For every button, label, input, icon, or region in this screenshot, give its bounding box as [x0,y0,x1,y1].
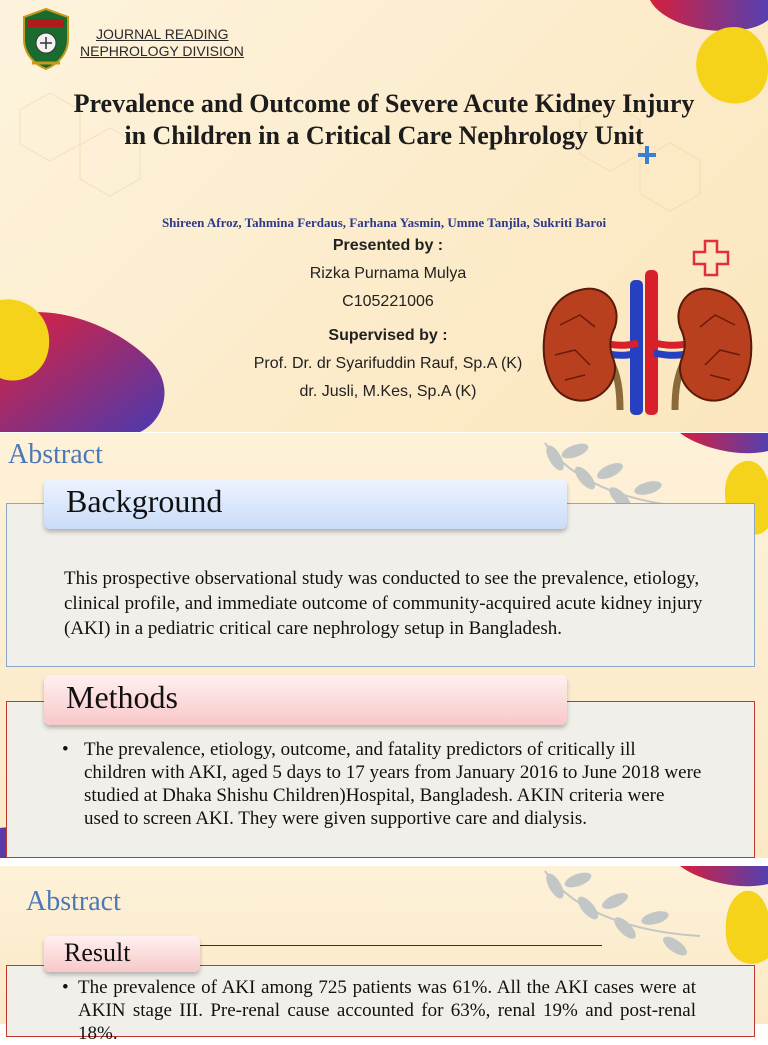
supervisor-2: dr. Jusli, M.Kes, Sp.A (K) [299,383,477,400]
header-journal-reading: JOURNAL READING [96,26,229,42]
supervisor-1: Prof. Dr. dr Syarifuddin Rauf, Sp.A (K) [253,355,523,372]
abstract-heading: Abstract [8,439,103,470]
result-label: Result [44,936,200,972]
header-nephrology-division: NEPHROLOGY DIVISION [80,43,244,59]
background-text: This prospective observational study was conducted to see the prevalence, etiology, clinical profile, and immediate outcome of community-acquired acute kidney injury (AKI) in a pediatric critical care nephrology setup in Bangladesh. [64,568,703,639]
authors-line: Shireen Afroz, Tahmina Ferdaus, Farhana Yasmin, Umme Tanjila, Sukriti Baroi [161,215,607,230]
methods-bullet: • The prevalence, etiology, outcome, and fatality predictors of critically ill children with AKI, aged 5 days to 17 years from January 2016 to June 2018 were studied at Dhaka Shishu Children)Hospital, Bangladesh. AKIN criteria were used to screen AKI. They were given supportive care and dialysis. [62,739,702,829]
page-title: Prevalence and Outcome of Severe Acute Kidney Injury in Children in a Critical Care Nephrology Unit [73,89,695,150]
abstract-slide-1 [0,433,768,858]
plus-icon [636,144,658,166]
abstract-slide-2 [0,866,768,1044]
slide-gap-2 [0,858,768,866]
result-divider [200,945,602,946]
presented-by-label: Presented by : [332,237,444,254]
presenter-name: Rizka Purnama Mulya [309,265,467,282]
presenter-id: C105221006 [342,293,434,310]
university-logo-icon [18,5,74,71]
title-slide [0,0,768,432]
background-label: Background [44,479,567,529]
result-bullet-text: The prevalence of AKI among 725 patients was 61%. All the AKI cases were at AKIN stage III. Pre-renal cause accounted for 63%, renal 19% and post-renal 18%. [78,977,696,1044]
abstract-heading-2: Abstract [26,886,121,917]
result-bullet: • The prevalence of AKI among 725 patients was 61%. All the AKI cases were at AKIN stage III. Pre-renal cause accounted for 63%, renal 19% and post-renal 18%. [62,977,696,1044]
methods-bullet-text: The prevalence, etiology, outcome, and fatality predictors of critically ill children with AKI, aged 5 days to 17 years from January 2016 to June 2018 were studied at Dhaka Shishu Children)Hospital, Bangladesh. AKIN criteria were used to screen AKI. They were given supportive care and dialysis. [84,739,702,829]
supervised-by-label: Supervised by : [328,327,448,344]
methods-label: Methods [44,675,567,725]
kidney-illustration-icon [540,265,755,420]
